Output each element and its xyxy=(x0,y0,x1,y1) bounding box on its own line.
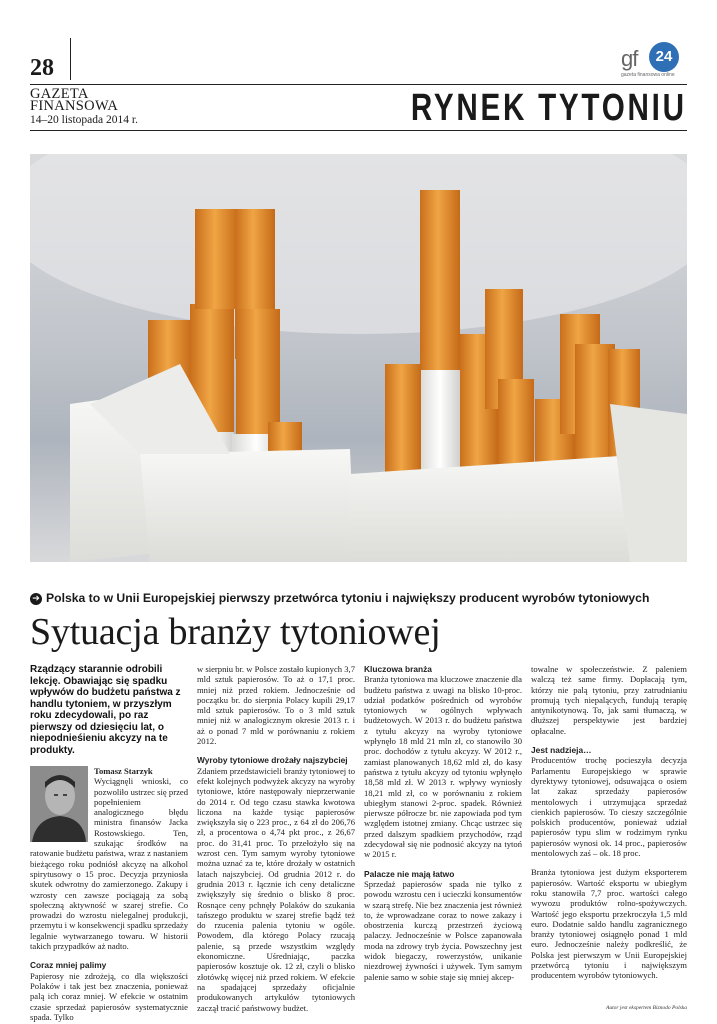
cigarettes-in-packs-photo xyxy=(30,154,687,562)
subhead-wyroby-tytoniowe: Wyroby tytoniowe drożały najszybciej xyxy=(197,755,348,766)
col1-paragraph-1: Wyciągnęli wnioski, co pozwoliło ustrzec się przed popełnieniem analogicznego błędu ministra finansów Jacka Rostowskiego. Ten, szukając środków na ratowanie budżetu państwa, wraz z nastaniem bieżącego roku podniósł akcyzę na alkohol spirytusowy o 15 proc. Decyzja przyniosła skutek odwrotny do zamierzonego. Zakupy i wzrosty cen zawsze pociągają za sobą społeczną aktywność w szarej strefie. Co prowadzi do wzrostu nielegalnej produkcji, przemytu i w konsekwencji spadku sprzedaży legalnie wytwarzanego towaru. W historii takich przypadków aż nadto. xyxy=(30,776,188,952)
article-lead: Polska to w Unii Europejskiej pierwszy przetwórca tytoniu i największy producent wyrobów tytoniowych xyxy=(46,591,650,605)
header-rule-top xyxy=(30,84,687,85)
logo-number-badge: 24 xyxy=(649,42,679,72)
col4-paragraph-3: Branża tytoniowa jest dużym eksporterem papierosów. Wartość eksportu w ubiegłym roku stanowiła 7,7 proc. wartości całego wywozu produktów rolno-spożywczych. Wartość jego eksportu przekroczyła 1,5 mld euro. Dodatnie saldo handlu zagranicznego branży tytoniowej osiągnęło ponad 1 mld euro. Jednocześnie należy podkreślić, że Polska jest pierwszym w Unii Europejskiej przetwórcą tytoniu i największym producentem wyrobów tytoniowych. xyxy=(531,867,687,981)
col2-paragraph-1: w sierpniu br. w Polsce zostało kupionych 3,7 mld sztuk papierosów. To aż o 17,1 proc. mniej niż przed rokiem. Jednocześnie od początku br. do sierpnia Polacy kupili 29,17 mld sztuk papierosów. To o 3 mld sztuk mniej niż w analogicznym okresie 2013 r. i aż o ponad 7 mld w porównaniu z rokiem 2012. xyxy=(197,664,355,747)
issue-date: 14–20 listopada 2014 r. xyxy=(30,114,138,126)
author-name: Tomasz Starzyk xyxy=(94,766,153,776)
section-title: RYNEK TYTONIU xyxy=(411,87,687,129)
masthead-line2: FINANSOWA xyxy=(30,98,119,114)
subhead-coraz-mniej-palimy: Coraz mniej palimy xyxy=(30,960,107,971)
col4-paragraph-1: towalne w społeczeństwie. Z paleniem walczą też same firmy. Dopłacają tym, którzy nie palą tytoniu, przy zatrudnianiu promują tych niepalących, fundują terapię antynikotynową. To, jak sami tłumaczą, w dłuższej perspektywie jest bardziej opłacalne. xyxy=(531,664,687,736)
gf24-logo[interactable] xyxy=(621,40,687,80)
photo-illustration xyxy=(30,154,687,562)
page-number: 28 xyxy=(30,55,54,81)
header-rule-bottom xyxy=(30,130,687,131)
col3-paragraph-1: Branża tytoniowa ma kluczowe znaczenie dla budżetu państwa z uwagi na blisko 10-proc. udział podatków pośrednich od wyrobów tytoniowych w ogólnych wpływach budżetowych. W 2013 r. do budżetu państwa z tytułu akcyzy na wyroby tytoniowe wpłynęło 18 mld 21 mln zł, co stanowiło 30 proc. dochodów z tytułu akcyzy. W 2012 r., zamiast planowanych 18,62 mld zł, do kasy państwa z tytułu akcyzy od tytoniu wpłynęło 18,58 mld zł. W 2013 r. wpływy wyniosły 18,21 mld zł, co w porównaniu z rokiem ubiegłym stanowi 2-proc. spadek. Również pierwsze półrocze br. nie zapowiada pod tym względem istotnej zmiany. Chcąc ustrzec się przed dalszym spadkiem przychodów, rząd zdecydował się nie podnosić akcyzy na tytoń w 2015 r. xyxy=(364,674,522,860)
col3-paragraph-2: Sprzedaż papierosów spada nie tylko z powodu wzrostu cen i ucieczki konsumentów w szarą strefę. Nie bez znaczenia jest również to, że wprowadzane coraz to nowe zakazy i obostrzenia kurczą przestrzeń życiową palaczy. Jednocześnie w Polsce zapanowała moda na zdrowy tryb życia. Powszechny jest widok biegaczy, rowerzystów, unikanie niezdrowej żywności i używek. Tym samym palenie samo w sobie staje się mniej akcep- xyxy=(364,878,522,982)
article-column-1 xyxy=(30,664,188,1024)
article-headline: Sytuacja branży tytoniowej xyxy=(30,611,441,653)
subhead-palacze: Palacze nie mają łatwo xyxy=(364,868,455,879)
masthead-line1: GAZETA xyxy=(30,86,89,102)
subhead-kluczowa-branza: Kluczowa branża xyxy=(364,664,432,674)
masthead xyxy=(30,88,118,112)
logo-tagline: gazeta finansowa online xyxy=(621,72,675,78)
article-deck: Rządzący starannie odrobili lekcję. Obawiając się spadku wpływów do budżetu państwa z handlu tytoniem, w przyszłym roku zdecydowali, po raz pierwszy od dziesięciu lat, o niepodnieśieniu akcyzy na te produkty. xyxy=(30,664,181,756)
author-portrait xyxy=(30,766,88,842)
col1-paragraph-2: Papierosy nie zdrożeją, co dla większości Polaków i tak jest bez znaczenia, ponieważ palą ich coraz mniej. W efekcie w ostatnim czasie sprzedaż papierosów systematycznie spada. Tylko xyxy=(30,970,188,1022)
col2-paragraph-2: Zdaniem przedstawicieli branży tytoniowej to efekt kolejnych podwyżek akcyzy na wyroby tytoniowe, które następowały nieprzerwanie do 2014 r. Od tego czasu stawka kwotowa liczona na każde tysiąc papierosów zwiększyła się o 223 proc., z 64 zł do 206,76 zł, a procentowa o 4,74 pkt proc., z 26,67 proc. do 31,41 proc. To przełożyło się na wzrost cen. Tym samym wyroby tytoniowe można uznać za te, które drożały w ostatnich latach najszybciej. Od grudnia 2012 r. do grudnia 2013 r. łącznie ich ceny detaliczne zwiększyły się średnio o blisko 8 proc. Rosnące ceny pchnęły Polaków do szukania tańszego produktu w szarej strefie bądź też do rzucenia palenia tytoniu w ogóle. Powodem, dla którego Polacy rzucają palenie, są przede wszystkim względy ekonomiczne. Uśredniając, paczka papierosów kosztuje ok. 12 zł, czyli o blisko złotówkę więcej niż przed rokiem. W efekcie na spadającej sprzedaży oficjalnie produkowanych artykułów tytoniowych zaczął tracić państwowy budżet. xyxy=(197,765,355,1013)
logo-gf-text: gf xyxy=(621,46,638,71)
header-divider xyxy=(70,38,71,80)
col4-paragraph-2: Producentów trochę pocieszyła decyzja Parlamentu Europejskiego w sprawie dyrektywy tytoniowej, odsuwająca o osiem lat zakaz sprzedaży papierosów mentolowych i utrzymująca sprzedaż cienkich papierosów. To cieszy szczególnie polskich producentów, ponieważ udział papierosów typu slim w rodzimym rynku papierosów wynosi ok. 14 proc., papierosów mentolowych zaś – ok. 18 proc. xyxy=(531,755,687,859)
subhead-jest-nadzieja: Jest nadzieja… xyxy=(531,745,592,756)
author-photo xyxy=(30,766,88,842)
article-column-3 xyxy=(364,664,522,991)
arrow-circle-right-icon: ➔ xyxy=(30,593,42,605)
article-column-2 xyxy=(197,664,355,1022)
article-column-4 xyxy=(531,664,687,990)
author-footnote: Autor jest ekspertem Biznodo Polska xyxy=(606,1005,687,1011)
